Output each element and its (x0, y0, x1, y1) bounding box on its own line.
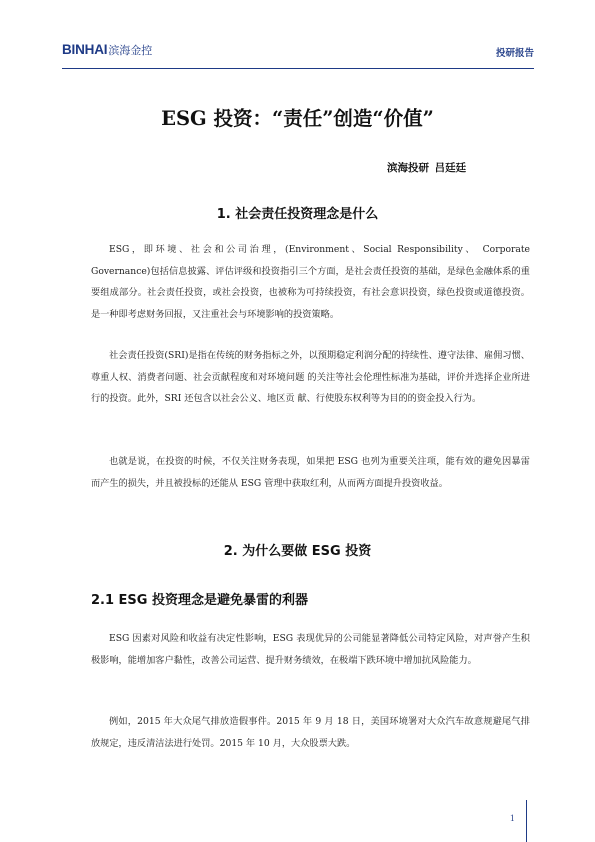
author-line: 滨海投研 吕廷廷 (387, 162, 467, 174)
section-1-heading: 1. 社会责任投资理念是什么 (216, 207, 379, 222)
section-2-1-paragraph-2: 例如，2015 年大众尾气排放造假事件。2015 年 9 月 18 日，美国环境署对大众汽车故意规避尾气排放规定，违反清洁法进行处罚。2015 年 10 月，大众股票大跌。 (91, 716, 530, 749)
section-1-paragraph-1: ESG，即环境、社会和公司治理，(Environment、Social Responsibility、 Corporate Governance)包括信息披露、评估评级和投资指引三个方面，是社会责任投资的基础，是绿色金融体系的重要组成部分。社会责任投资，或社会投资，也被称为可持续投资，有社会意识投资，绿色投资或道德投资。是一种即考虑财务回报，又注重社会与环境影响的投资策略。 (91, 244, 530, 320)
report-type-label: 投研报告 (495, 48, 534, 59)
page-header (62, 40, 534, 64)
section-1-paragraph-2: 社会责任投资(SRI)是指在传统的财务指标之外，以预期稳定利润分配的持续性、遵守法律、雇佣习惯、 尊重人权、消费者问题、社会贡献程度和对环境问题 的关注等社会伦理性标准为基础，评价并选择企业所进行的投资。此外，SRI 还包含以社会公义、地区贡 献、行使股东权利等为目的的资金投入行为。 (91, 350, 530, 404)
section-2-1-heading: 2.1 ESG 投资理念是避免暴雷的利器 (91, 593, 308, 608)
page-number: 1 (510, 813, 515, 823)
logo-wordmark: BINHAI (62, 42, 108, 57)
document-title: ESG 投资：“责任”创造“价值” (161, 107, 434, 130)
logo-chinese-name: 滨海金控 (108, 44, 153, 57)
footer-divider (526, 800, 527, 842)
company-logo (62, 42, 152, 58)
header-divider (62, 68, 534, 69)
section-2-heading: 2. 为什么要做 ESG 投资 (223, 544, 372, 559)
section-2-1-paragraph-1: ESG 因素对风险和收益有决定性影响，ESG 表现优异的公司能显著降低公司特定风险，对声誉产生积极影响，能增加客户黏性，改善公司运营、提升财务绩效，在极端下跌环境中增加抗风险能力。 (91, 633, 530, 666)
section-1-paragraph-3: 也就是说，在投资的时候，不仅关注财务表现，如果把 ESG 也列为重要关注项，能有效的避免因暴雷而产生的损失，并且被投标的还能从 ESG 管理中获取红利，从而两方面提升投资收益。 (91, 456, 530, 489)
